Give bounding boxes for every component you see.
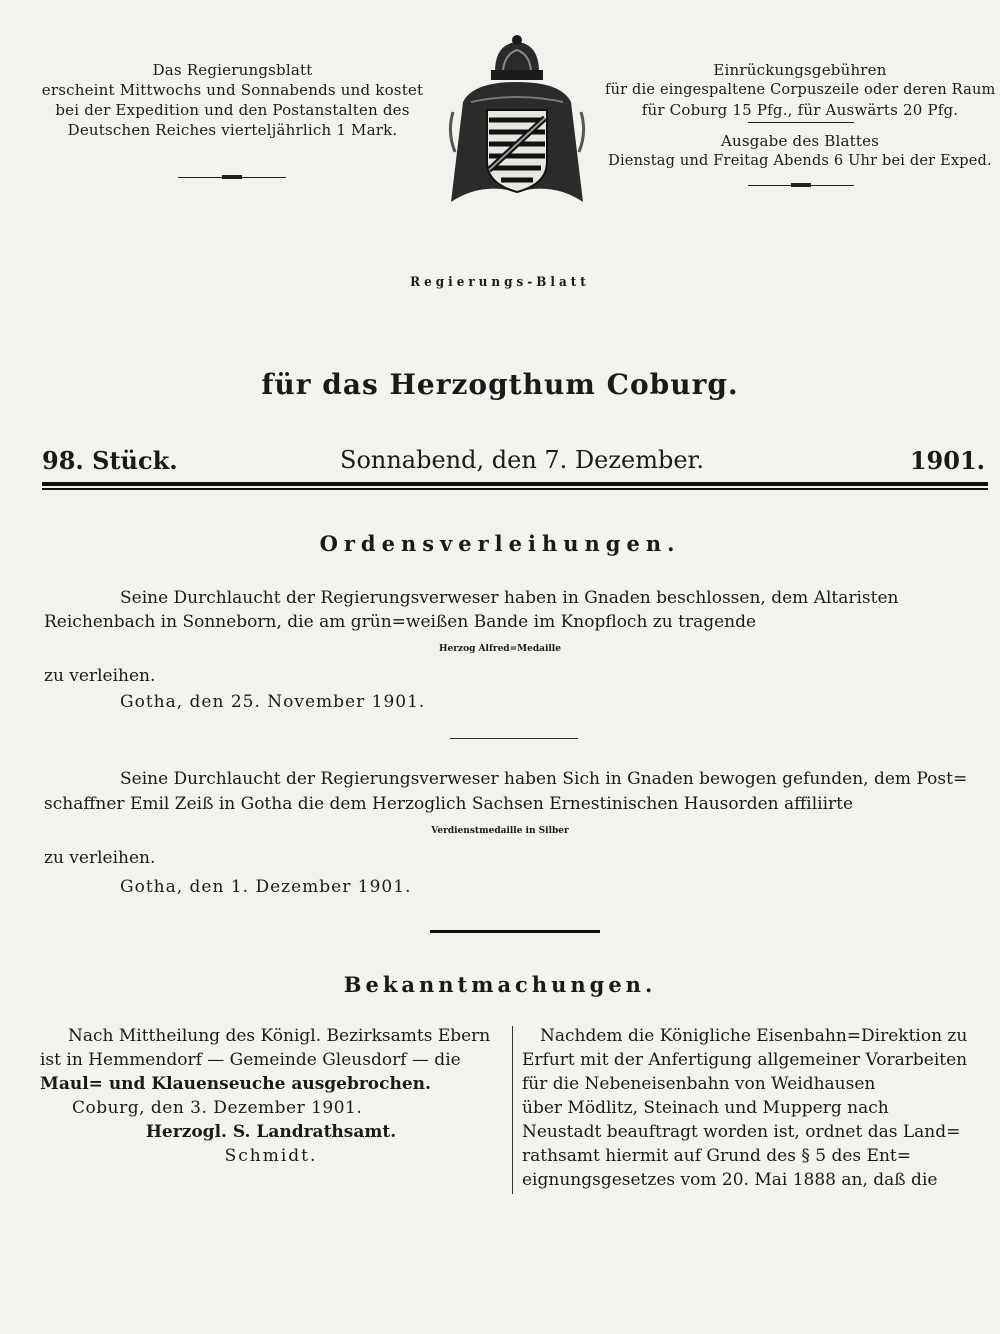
header-rule (42, 488, 988, 490)
award-name: Verdienstmedaille in Silber (431, 826, 569, 836)
subscription-line: Deutschen Reiches vierteljährlich 1 Mark. (67, 121, 398, 139)
award-signoff: Gotha, den 25. November 1901. (120, 692, 426, 712)
notice-line: rathsamt hiermit auf Grund des § 5 des Ent= (522, 1146, 911, 1166)
schedule-line: Dienstag und Freitag Abends 6 Uhr bei der Exped. (608, 153, 992, 169)
divider (430, 930, 600, 933)
advertising-fees (605, 60, 995, 120)
issue-number: 98. Stück. (42, 446, 178, 475)
subscription-info (40, 60, 425, 140)
masthead-subtitle: für das Herzogthum Coburg. (261, 368, 739, 401)
notice-line: Maul= und Klauenseuche ausgebrochen. (40, 1074, 431, 1094)
notice-signature: Schmidt. (224, 1146, 318, 1166)
section-heading: Ordensverleihungen. (319, 531, 681, 556)
subscription-line: Das Regierungsblatt (152, 61, 313, 79)
award-text-line: Reichenbach in Sonneborn, die am grün=weißen Bande im Knopfloch zu tragende (44, 612, 757, 632)
divider (178, 177, 286, 178)
fee-line: für die eingespaltene Corpuszeile oder deren Raum (605, 82, 996, 98)
notice-line: eignungsgesetzes vom 20. Mai 1888 an, daß die (522, 1170, 938, 1190)
subscription-line: erscheint Mittwochs und Sonnabends und kostet (41, 81, 424, 99)
notice-line: ist in Hemmendorf — Gemeinde Gleusdorf — die (40, 1050, 461, 1070)
header-rule (42, 482, 988, 486)
award-closing: zu verleihen. (44, 848, 156, 868)
subscription-line: bei der Expedition und den Postanstalten des (55, 101, 410, 119)
issue-year: 1901. (909, 446, 985, 475)
award-text-line: Seine Durchlaucht der Regierungsverweser haben Sich in Gnaden bewogen gefunden, dem Post= (120, 769, 968, 789)
section-heading: Bekanntmachungen. (343, 972, 657, 997)
notice-line: für die Nebeneisenbahn von Weidhausen (522, 1074, 876, 1094)
notice-line: Neustadt beauftragt worden ist, ordnet das Land= (522, 1122, 961, 1142)
award-name: Herzog Alfred=Medaille (439, 644, 561, 654)
notice-right-column (522, 1024, 984, 1192)
award-closing: zu verleihen. (44, 666, 156, 686)
notice-line: über Mödlitz, Steinach und Mupperg nach (522, 1098, 889, 1118)
publication-schedule (605, 131, 995, 171)
notice-line: Nach Mittheilung des Königl. Bezirksamts Ebern (68, 1026, 491, 1046)
notice-left-column (40, 1024, 502, 1168)
issue-line (42, 446, 987, 480)
notice-line: Nachdem die Königliche Eisenbahn=Direktion zu (540, 1026, 968, 1046)
award-text-line: schaffner Emil Zeiß in Gotha die dem Herzoglich Sachsen Ernestinischen Hausorden affiliirte (44, 794, 854, 814)
divider (450, 738, 578, 739)
masthead-title: Regierungs-Blatt (410, 274, 590, 290)
coat-of-arms-emblem (443, 32, 591, 214)
column-divider (512, 1026, 513, 1194)
issue-date: Sonnabend, den 7. Dezember. (340, 446, 705, 474)
award-text-line: Seine Durchlaucht der Regierungsverweser haben in Gnaden beschlossen, dem Altaristen (120, 588, 899, 608)
schedule-line: Ausgabe des Blattes (720, 132, 880, 150)
notice-signoff: Coburg, den 3. Dezember 1901. (72, 1098, 363, 1118)
award-signoff: Gotha, den 1. Dezember 1901. (120, 877, 412, 897)
fee-line: Einrückungsgebühren (713, 61, 887, 79)
notice-line: Erfurt mit der Anfertigung allgemeiner Vorarbeiten (522, 1050, 968, 1070)
fee-line: für Coburg 15 Pfg., für Auswärts 20 Pfg. (641, 101, 959, 119)
notice-authority: Herzogl. S. Landrathsamt. (145, 1122, 397, 1142)
divider (748, 185, 854, 186)
divider (748, 122, 854, 123)
